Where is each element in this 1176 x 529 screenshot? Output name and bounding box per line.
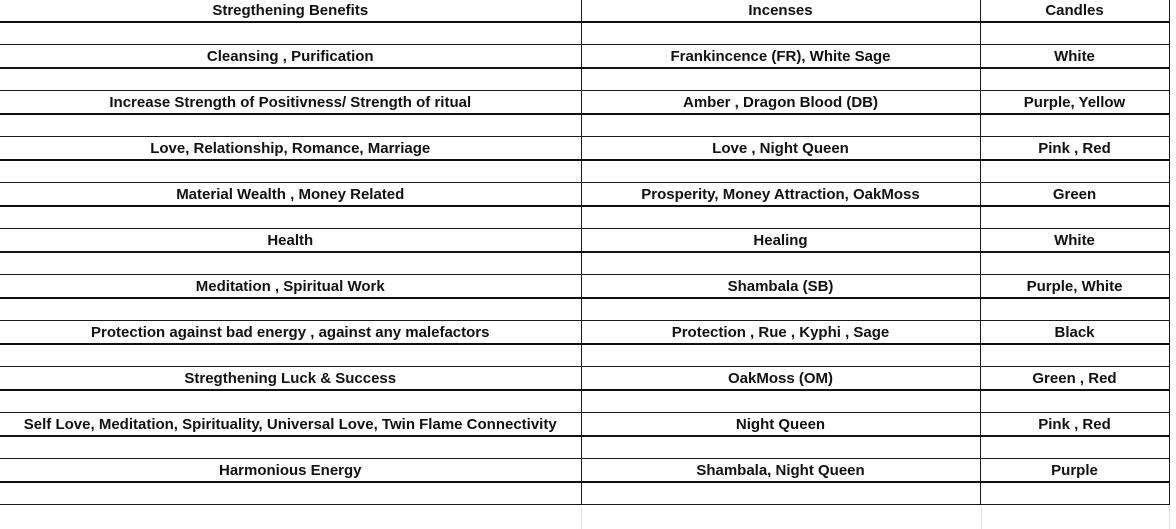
incense-cell[interactable]: Night Queen <box>581 413 980 437</box>
spacer-row <box>0 22 1169 45</box>
benefit-cell[interactable]: Harmonious Energy <box>0 459 581 483</box>
empty-cell[interactable] <box>980 482 1169 505</box>
incense-cell[interactable]: Protection , Rue , Kyphi , Sage <box>581 321 980 345</box>
incense-cell[interactable]: Shambala, Night Queen <box>581 459 980 483</box>
empty-cell[interactable] <box>0 252 581 275</box>
candle-cell[interactable]: Purple, White <box>980 275 1169 299</box>
benefit-cell[interactable]: Cleansing , Purification <box>0 45 581 69</box>
empty-cell[interactable] <box>980 344 1169 367</box>
empty-cell[interactable] <box>0 482 581 505</box>
empty-cell[interactable] <box>980 390 1169 413</box>
incense-cell[interactable]: Prosperity, Money Attraction, OakMoss <box>581 183 980 207</box>
incense-cell[interactable]: Shambala (SB) <box>581 275 980 299</box>
empty-cell[interactable] <box>581 344 980 367</box>
spacer-row <box>0 482 1169 505</box>
empty-cell[interactable] <box>0 22 581 45</box>
table-row <box>0 229 1169 253</box>
table-row <box>0 137 1169 161</box>
header-cell-benefits[interactable]: Stregthening Benefits <box>0 0 581 22</box>
benefit-cell[interactable]: Stregthening Luck & Success <box>0 367 581 391</box>
empty-cell[interactable] <box>581 252 980 275</box>
spacer-row <box>0 252 1169 275</box>
empty-cell[interactable] <box>0 344 581 367</box>
empty-cell[interactable] <box>581 436 980 459</box>
empty-grid-area <box>0 507 1176 529</box>
benefit-cell[interactable]: Meditation , Spiritual Work <box>0 275 581 299</box>
empty-cell[interactable] <box>581 22 980 45</box>
empty-cell[interactable] <box>581 482 980 505</box>
candle-cell[interactable]: Green , Red <box>980 367 1169 391</box>
table-row <box>0 275 1169 299</box>
spacer-row <box>0 160 1169 183</box>
empty-cell[interactable] <box>980 206 1169 229</box>
empty-cell[interactable] <box>0 298 581 321</box>
empty-cell[interactable] <box>980 298 1169 321</box>
candle-cell[interactable]: White <box>980 45 1169 69</box>
candle-cell[interactable]: Green <box>980 183 1169 207</box>
table-row <box>0 321 1169 345</box>
incense-cell[interactable]: Healing <box>581 229 980 253</box>
empty-cell[interactable] <box>980 436 1169 459</box>
empty-cell[interactable] <box>980 252 1169 275</box>
candle-cell[interactable]: Purple <box>980 459 1169 483</box>
gridline <box>981 507 982 529</box>
header-cell-candles[interactable]: Candles <box>980 0 1169 22</box>
empty-cell[interactable] <box>581 298 980 321</box>
empty-cell[interactable] <box>980 68 1169 91</box>
spacer-row <box>0 114 1169 137</box>
table-row <box>0 91 1169 115</box>
benefit-cell[interactable]: Self Love, Meditation, Spirituality, Universal Love, Twin Flame Connectivity <box>0 413 581 437</box>
candle-cell[interactable]: Pink , Red <box>980 137 1169 161</box>
candle-cell[interactable]: Purple, Yellow <box>980 91 1169 115</box>
empty-cell[interactable] <box>0 206 581 229</box>
gridline <box>581 507 582 529</box>
spacer-row <box>0 344 1169 367</box>
empty-cell[interactable] <box>980 160 1169 183</box>
empty-cell[interactable] <box>980 22 1169 45</box>
candle-cell[interactable]: Black <box>980 321 1169 345</box>
spacer-row <box>0 68 1169 91</box>
empty-cell[interactable] <box>581 160 980 183</box>
table-row <box>0 183 1169 207</box>
gridline <box>1169 507 1170 529</box>
empty-cell[interactable] <box>0 436 581 459</box>
candle-cell[interactable]: White <box>980 229 1169 253</box>
header-cell-incenses[interactable]: Incenses <box>581 0 980 22</box>
benefit-cell[interactable]: Material Wealth , Money Related <box>0 183 581 207</box>
incense-cell[interactable]: OakMoss (OM) <box>581 367 980 391</box>
benefit-cell[interactable]: Increase Strength of Positivness/ Strength of ritual <box>0 91 581 115</box>
spacer-row <box>0 390 1169 413</box>
table-row <box>0 459 1169 483</box>
empty-cell[interactable] <box>0 68 581 91</box>
table-row <box>0 45 1169 69</box>
spacer-row <box>0 206 1169 229</box>
empty-cell[interactable] <box>581 206 980 229</box>
incense-cell[interactable]: Love , Night Queen <box>581 137 980 161</box>
spacer-row <box>0 436 1169 459</box>
table-row <box>0 413 1169 437</box>
incense-cell[interactable]: Amber , Dragon Blood (DB) <box>581 91 980 115</box>
table-row <box>0 367 1169 391</box>
empty-cell[interactable] <box>0 160 581 183</box>
benefit-cell[interactable]: Protection against bad energy , against any malefactors <box>0 321 581 345</box>
empty-cell[interactable] <box>581 68 980 91</box>
empty-cell[interactable] <box>980 114 1169 137</box>
empty-cell[interactable] <box>0 390 581 413</box>
benefit-cell[interactable]: Love, Relationship, Romance, Marriage <box>0 137 581 161</box>
incense-cell[interactable]: Frankincence (FR), White Sage <box>581 45 980 69</box>
empty-cell[interactable] <box>0 114 581 137</box>
spacer-row <box>0 298 1169 321</box>
empty-cell[interactable] <box>581 114 980 137</box>
benefit-cell[interactable]: Health <box>0 229 581 253</box>
empty-cell[interactable] <box>581 390 980 413</box>
header-row <box>0 0 1169 22</box>
candle-cell[interactable]: Pink , Red <box>980 413 1169 437</box>
